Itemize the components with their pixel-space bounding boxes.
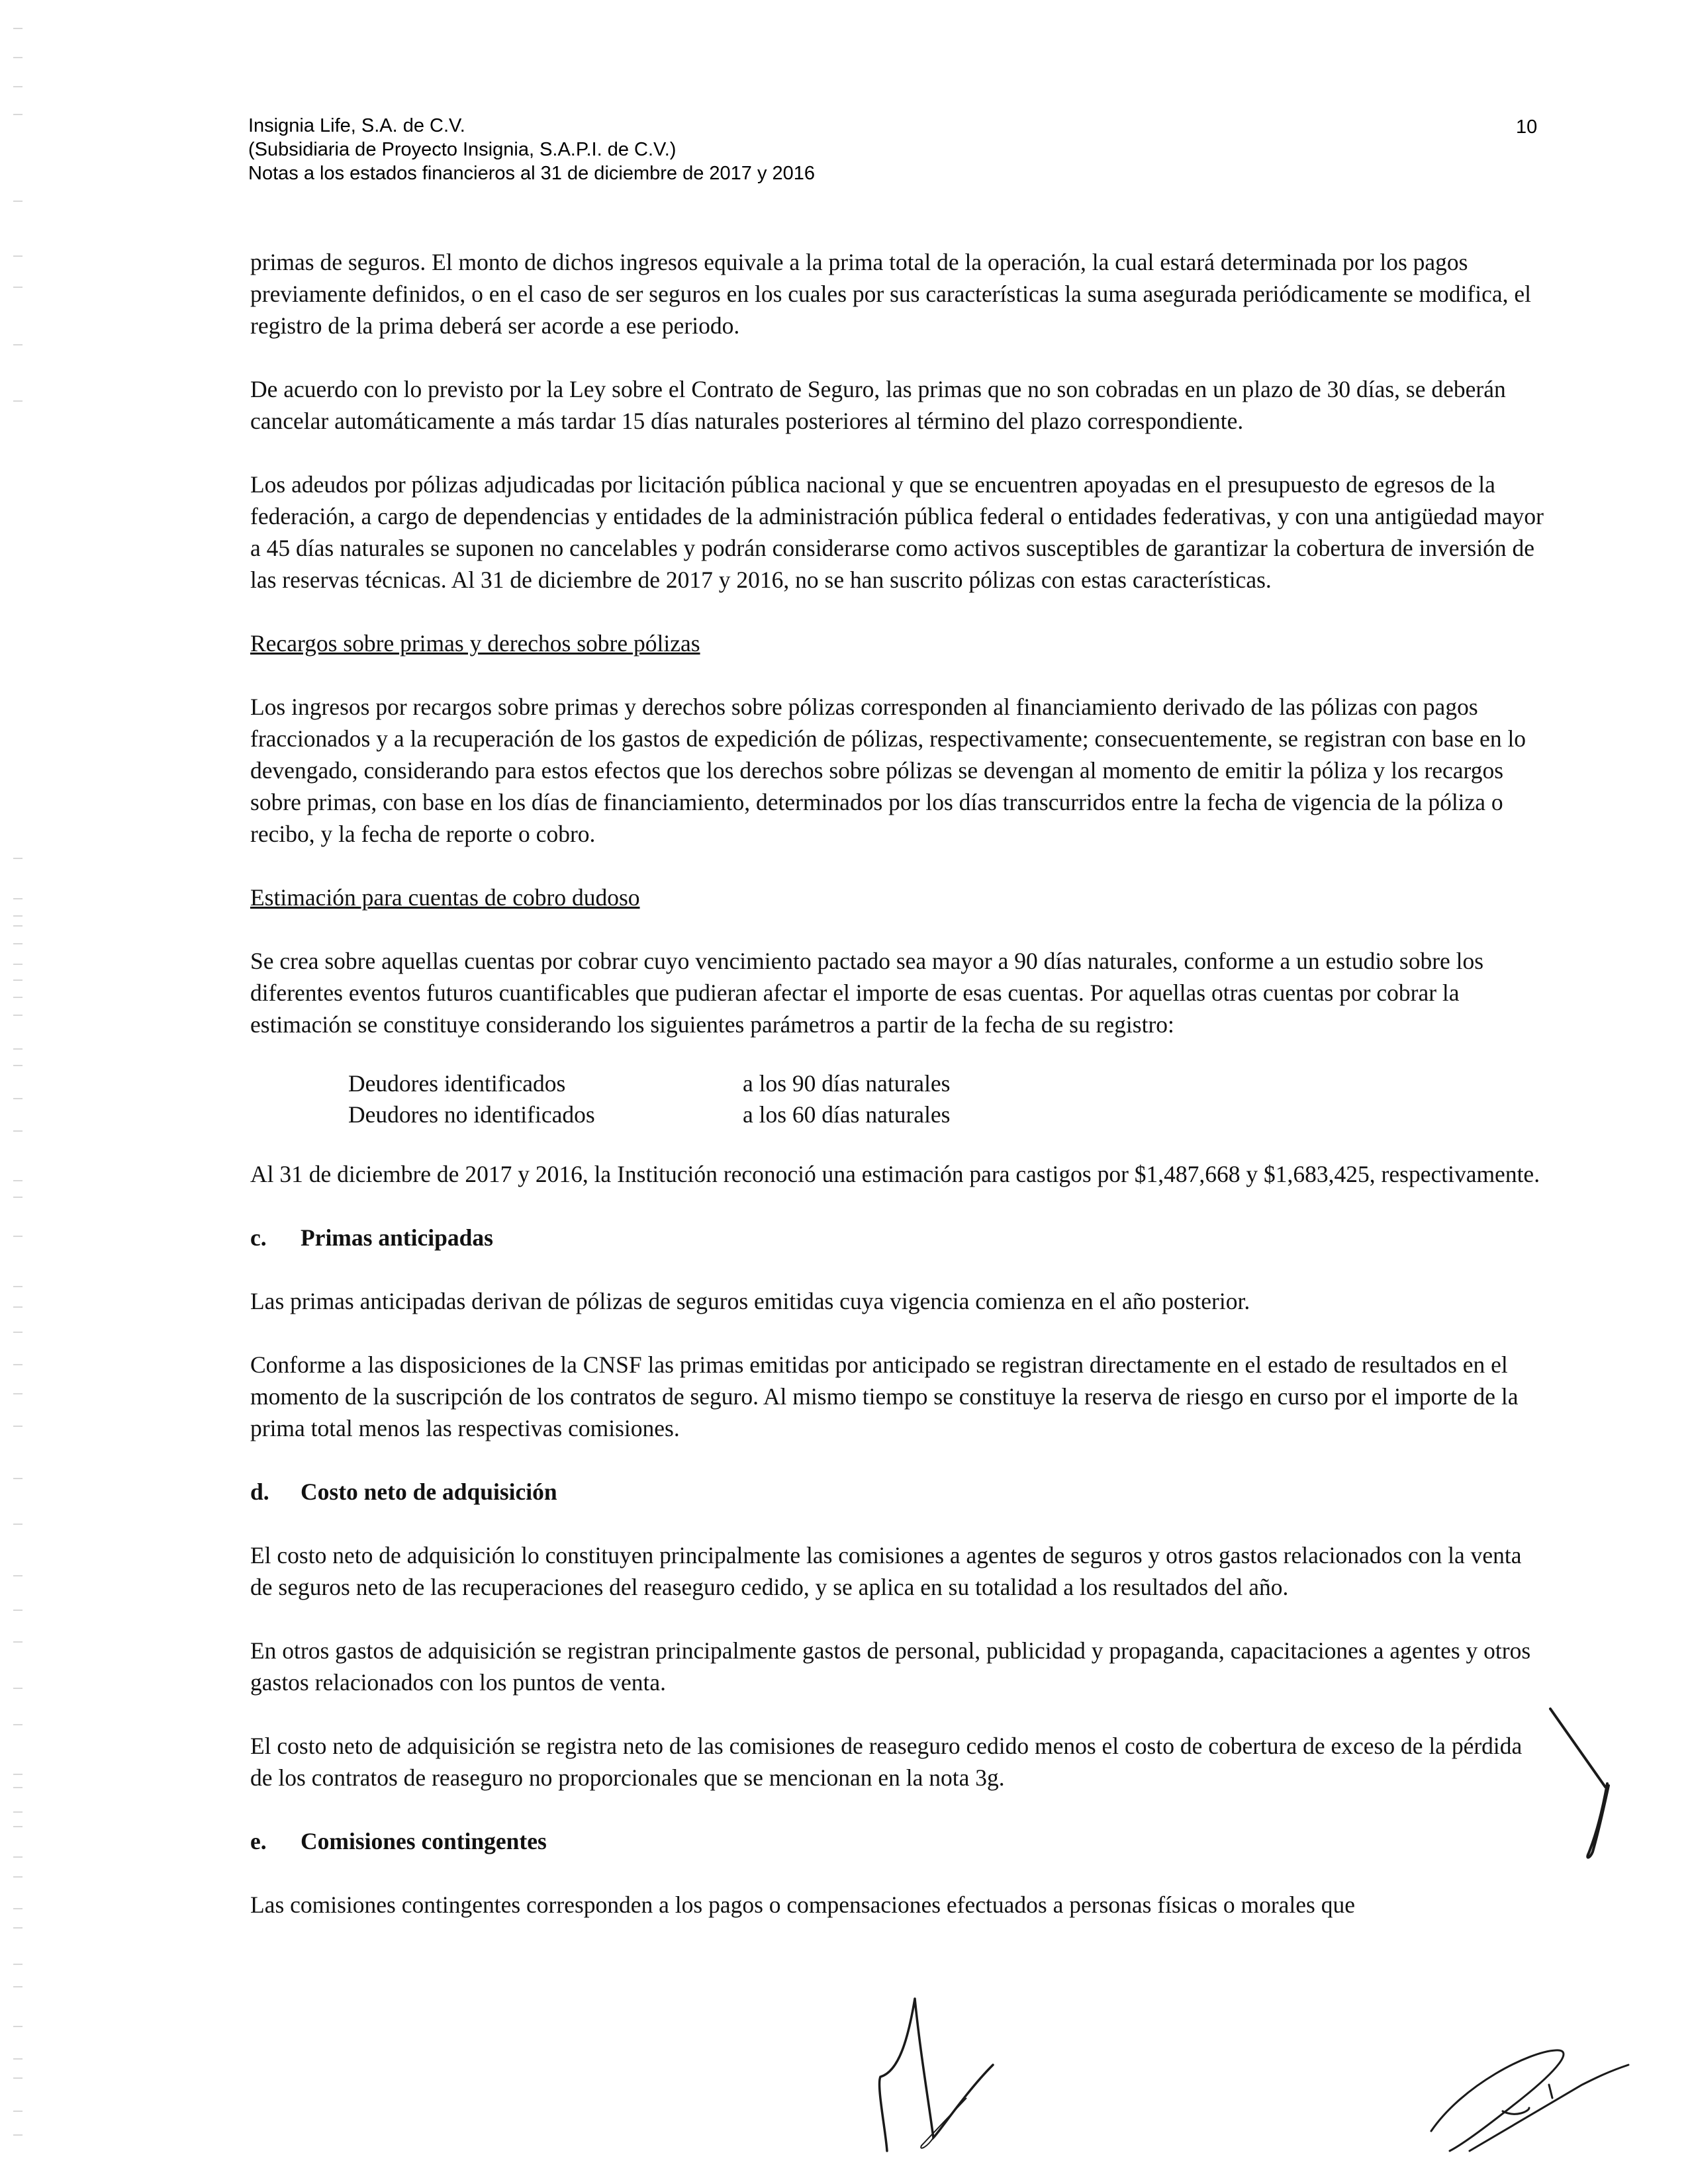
notes-title: Notas a los estados financieros al 31 de diciembre de 2017 y 2016 <box>248 163 816 184</box>
table-row <box>348 1068 951 1099</box>
scan-margin-marks <box>13 0 53 2184</box>
table-row <box>348 1099 951 1130</box>
deudores-value: a los 60 días naturales <box>743 1101 951 1128</box>
section-d-paragraph: El costo neto de adquisición lo constituyen principalmente las comisiones a agentes de seguros y otros gastos relacionados con la venta de seguros neto de las recuperaciones del reaseguro cedido, y se aplica en su totalidad a los resultados del año. <box>250 1542 1522 1600</box>
section-e-paragraph: Las comisiones contingentes corresponden a los pagos o compensaciones efectuados a personas físicas o morales que <box>250 1891 1355 1918</box>
section-title-text: Costo neto de adquisición <box>301 1479 557 1505</box>
deudores-label: Deudores identificados <box>348 1070 566 1097</box>
recargos-heading: Recargos sobre primas y derechos sobre pólizas <box>250 630 700 657</box>
deudores-label: Deudores no identificados <box>348 1101 595 1128</box>
paragraph-ley-contrato: De acuerdo con lo previsto por la Ley sobre el Contrato de Seguro, las primas que no son cobradas en un plazo de 30 días, se deberán cancelar automáticamente a más tardar 15 días naturales posteriores al término del plazo correspondiente. <box>250 376 1506 434</box>
section-letter: e. <box>250 1828 267 1854</box>
estimacion-closing: Al 31 de diciembre de 2017 y 2016, la Institución reconoció una estimación para castigos por $1,487,668 y $1,683,425, respectivamente. <box>250 1161 1540 1187</box>
section-title-text: Comisiones contingentes <box>301 1828 547 1854</box>
section-e-title <box>250 1825 1548 1857</box>
margin-initial-mark <box>1549 1701 1628 1873</box>
paragraph-primas-ingresos: primas de seguros. El monto de dichos ingresos equivale a la prima total de la operación, la cual estará determinada por los pagos previamente definidos, o en el caso de ser seguros en los cuales por sus características la suma asegurada periódicamente se modifica, el registro de la prima deberá ser acorde a ese periodo. <box>250 249 1531 339</box>
estimacion-heading: Estimación para cuentas de cobro dudoso <box>250 884 640 911</box>
section-d-paragraph: El costo neto de adquisición se registra neto de las comisiones de reaseguro cedido menos el costo de cobertura de exceso de la pérdida de los contratos de reaseguro no proporcionales que se mencionan en la nota 3g. <box>250 1733 1523 1791</box>
section-c-paragraph: Conforme a las disposiciones de la CNSF las primas emitidas por anticipado se registran directamente en el estado de resultados en el momento de la suscripción de los contratos de seguro. Al mismo tiempo se constituye la reserva de riesgo en curso por el importe de la prima total menos las respectivas comisiones. <box>250 1351 1519 1441</box>
deudores-value: a los 90 días naturales <box>743 1070 951 1097</box>
page-number: 10 <box>1516 116 1538 138</box>
company-name: Insignia Life, S.A. de C.V. <box>248 115 465 136</box>
deudores-table <box>348 1068 951 1130</box>
signature-initial-left <box>867 1999 1013 2158</box>
section-d-paragraph: En otros gastos de adquisición se registran principalmente gastos de personal, publicidad y propaganda, capacitaciones a agentes y otros gastos relacionados con los puntos de venta. <box>250 1637 1531 1696</box>
section-c-title <box>250 1222 1548 1253</box>
document-body <box>250 246 1548 1952</box>
section-title-text: Primas anticipadas <box>301 1224 493 1251</box>
subsidiary-line: (Subsidiaria de Proyecto Insignia, S.A.P.I. de C.V.) <box>248 139 677 160</box>
paragraph-adeudos: Los adeudos por pólizas adjudicadas por licitación pública nacional y que se encuentren apoyadas en el presupuesto de egresos de la federación, a cargo de dependencias y entidades de la administración pública federal o entidades federativas, y con una antigüedad mayor a 45 días naturales se suponen no cancelables y podrán considerarse como activos susceptibles de garantizar la cobertura de inversión de las reservas técnicas. Al 31 de diciembre de 2017 y 2016, no se han suscrito pólizas con estas características. <box>250 471 1544 593</box>
section-d-title <box>250 1476 1548 1508</box>
estimacion-paragraph: Se crea sobre aquellas cuentas por cobrar cuyo vencimiento pactado sea mayor a 90 días naturales, conforme a un estudio sobre los diferentes eventos futuros cuantificables que pudieran afectar el importe de esas cuentas. Por aquellas otras cuentas por cobrar la estimación se constituye considerando los siguientes parámetros a partir de la fecha de su registro: <box>250 948 1484 1038</box>
section-c-paragraph: Las primas anticipadas derivan de pólizas de seguros emitidas cuya vigencia comienza en el año posterior. <box>250 1288 1250 1314</box>
section-letter: d. <box>250 1479 269 1505</box>
document-header <box>248 114 815 185</box>
signature-right <box>1423 2045 1635 2158</box>
recargos-paragraph: Los ingresos por recargos sobre primas y derechos sobre pólizas corresponden al financiamiento derivado de las pólizas con pagos fraccionados y a la recuperación de los gastos de expedición de pólizas, respectivamente; consecuentemente, se registran con base en lo devengado, considerando para estos efectos que los derechos sobre pólizas se devengan al momento de emitir la póliza y los recargos sobre primas, con base en los días de financiamiento, determinados por los días transcurridos entre la fecha de vigencia de la póliza o recibo, y la fecha de reporte o cobro. <box>250 694 1526 847</box>
section-letter: c. <box>250 1224 267 1251</box>
